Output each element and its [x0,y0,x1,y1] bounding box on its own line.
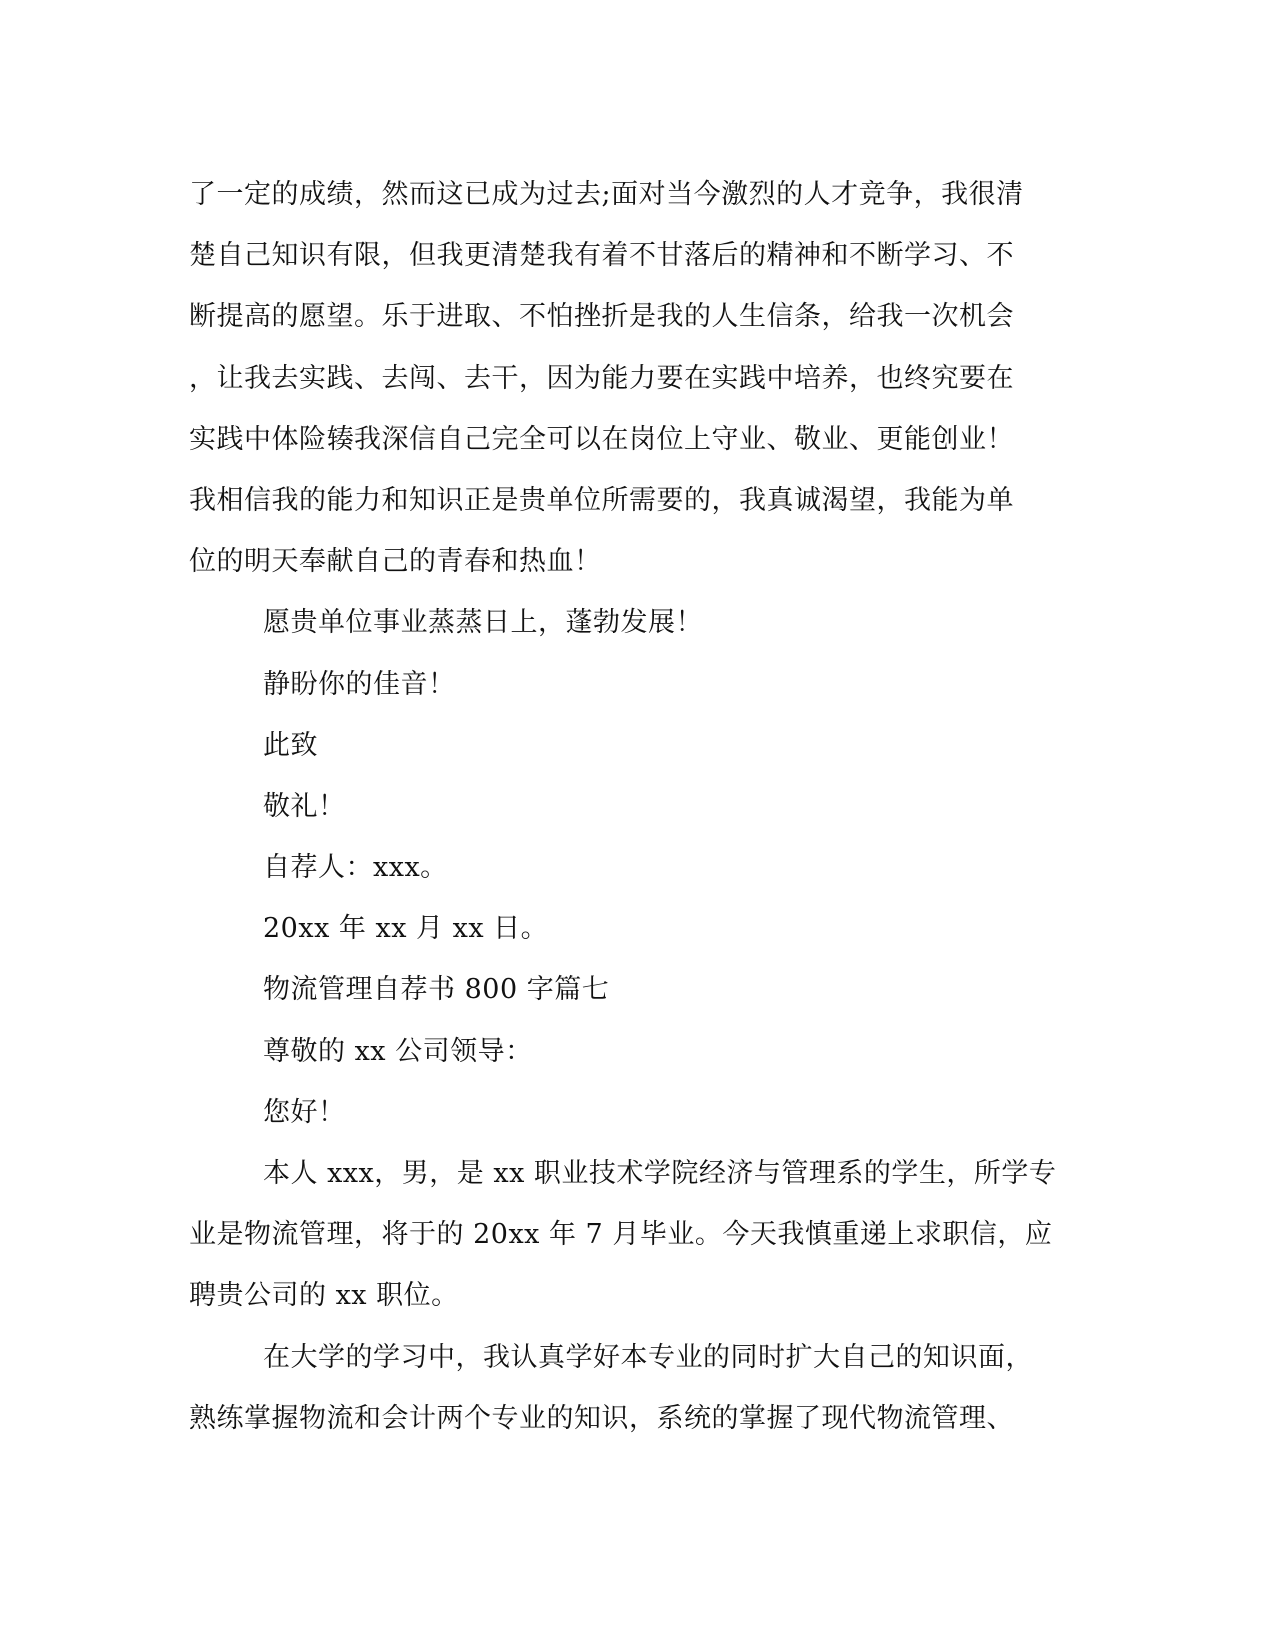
salutation-line: 尊敬的 xx 公司领导： [263,1035,533,1067]
body-text [189,164,1089,1449]
text-line: 业是物流管理，将于的 20xx 年 7 月毕业。今天我慎重递上求职信，应 [189,1219,1053,1251]
text-line: 在大学的学习中，我认真学好本专业的同时扩大自己的知识面， [263,1341,1033,1373]
date-line: 20xx 年 xx 月 xx 日。 [263,913,549,945]
text-line: 我相信我的能力和知识正是贵单位所需要的，我真诚渴望，我能为单 [189,484,1014,516]
greeting-line: 您好！ [263,1096,346,1128]
text-line: 静盼你的佳音！ [263,668,456,700]
text-line: 位的明天奉献自己的青春和热血！ [189,546,602,578]
text-line: 熟练掌握物流和会计两个专业的知识，系统的掌握了现代物流管理、 [189,1402,1014,1434]
section-heading: 物流管理自荐书 800 字篇七 [263,974,610,1006]
text-line: 敬礼！ [263,790,346,822]
signature-line: 自荐人：xxx。 [263,852,448,884]
text-line: 聘贵公司的 xx 职位。 [189,1280,459,1312]
text-line: 断提高的愿望。乐于进取、不怕挫折是我的人生信条，给我一次机会 [189,301,1014,333]
text-line: 楚自己知识有限，但我更清楚我有着不甘落后的精神和不断学习、不 [189,240,1014,272]
text-line: 了一定的成绩，然而这已成为过去;面对当今激烈的人才竞争，我很清 [189,179,1024,210]
text-line: 愿贵单位事业蒸蒸日上，蓬勃发展！ [263,607,703,639]
text-line: ，让我去实践、去闯、去干，因为能力要在实践中培养，也终究要在 [189,362,1014,394]
text-line: 此致 [263,729,318,761]
text-line: 实践中体险辏我深信自己完全可以在岗位上守业、敬业、更能创业！ [189,423,1014,455]
text-line: 本人 xxx，男，是 xx 职业技术学院经济与管理系的学生，所学专 [263,1158,1057,1189]
